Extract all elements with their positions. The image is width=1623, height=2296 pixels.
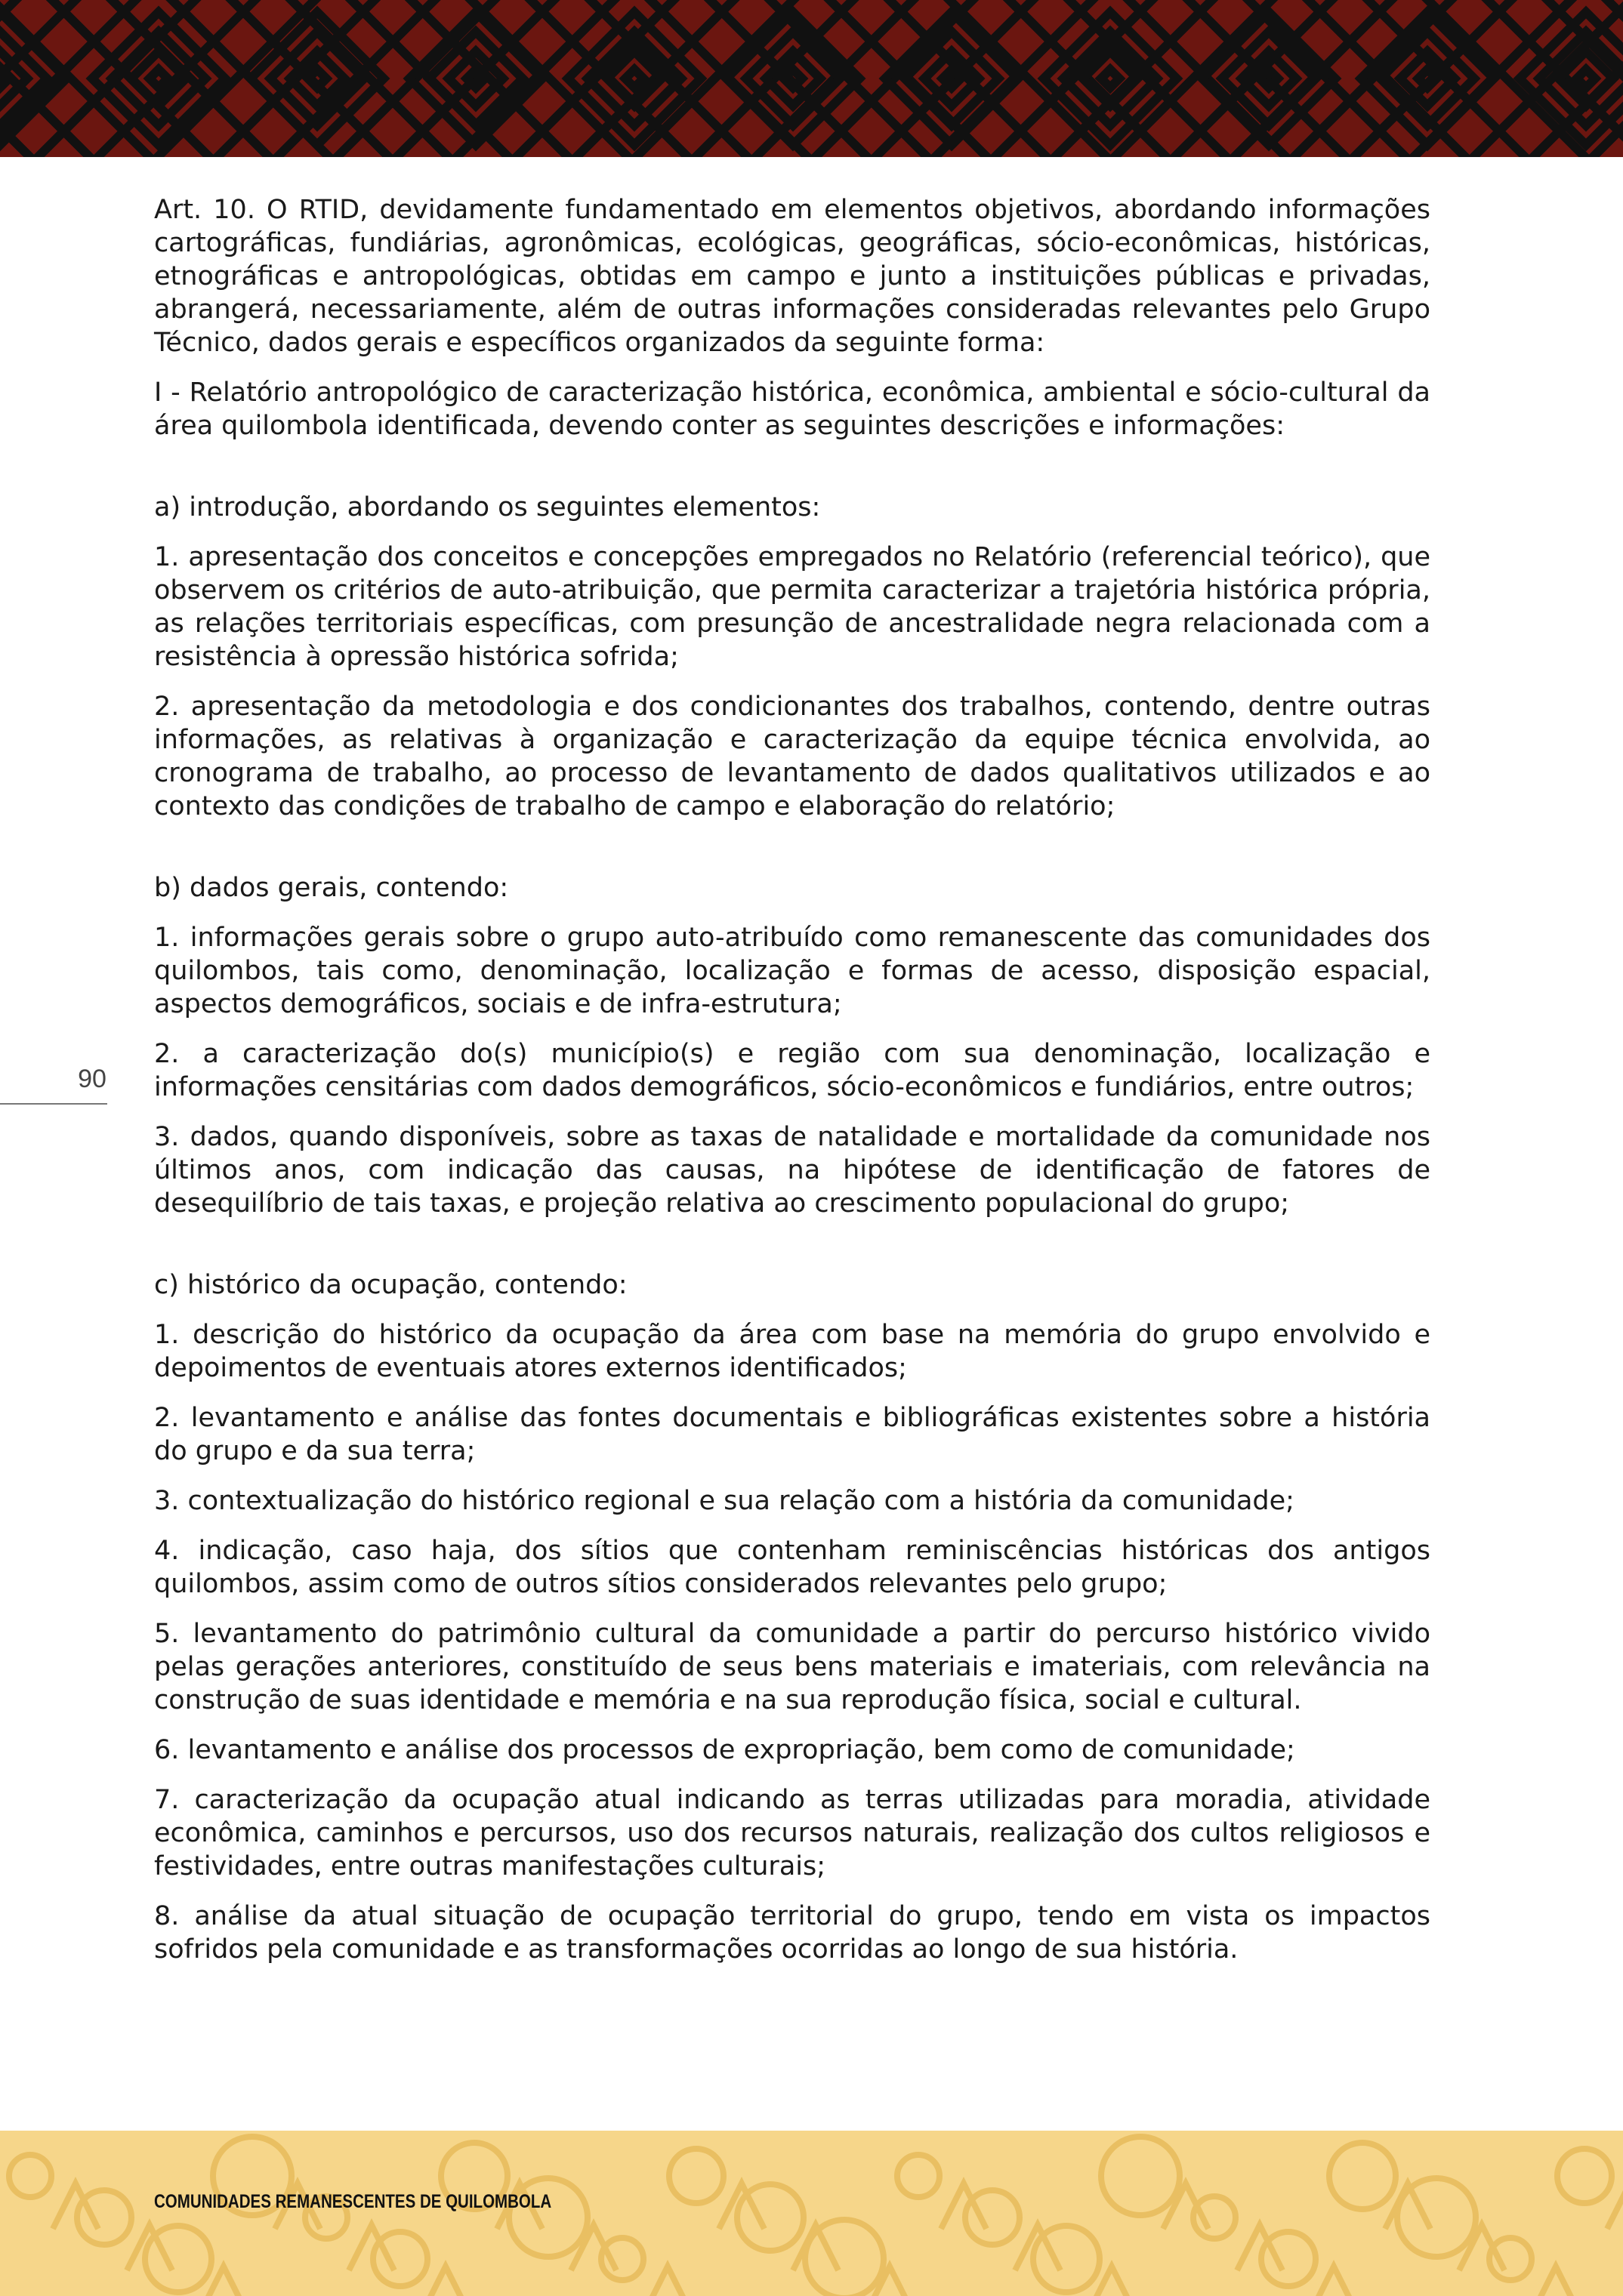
list-item: 3. dados, quando disponíveis, sobre as taxas de natalidade e mortalidade da comunidade nos últimos anos, com indicação das causas, na hipótese de identificação de fatores de desequilíbrio de tais taxas, e projeção relativa ao crescimento populacional do grupo; (154, 1122, 1430, 1219)
header-diamond (150, 69, 168, 88)
footer-glyph (9, 2155, 51, 2197)
header-diamond (290, 51, 344, 106)
header-diamond (1559, 51, 1613, 106)
list-item: 5. levantamento do patrimônio cultural da comunidade a partir do percurso histórico vivido pelas gerações anteriores, constituído de seus bens materiais e imateriais, com relevância na construção de suas identidade e memória e na sua reprodução física, social e cultural. (154, 1619, 1430, 1715)
footer-glyph (1261, 2232, 1316, 2286)
footer-glyph (897, 2155, 940, 2197)
header-diamond (467, 69, 485, 88)
header-diamond (766, 51, 820, 106)
paragraph-item-i: I - Relatório antropológico de caracterização histórica, econômica, ambiental e sócio-cultural da área quilombola identificada, devendo conter as seguintes descrições e informações: (154, 378, 1430, 441)
list-item: 1. informações gerais sobre o grupo auto-atribuído como remanescente das comunidades dos quilombos, tais como, denominação, localização e formas de acesso, disposição espacial, aspectos demográficos, sociais e de infra-estrutura; (154, 923, 1430, 1019)
list-item: 7. caracterização da ocupação atual indicando as terras utilizadas para moradia, atividade econômica, caminhos e percursos, uso dos recursos naturais, realização dos cultos religiosos e festividades, entre outras manifestações culturais; (154, 1785, 1430, 1881)
footer-glyph (737, 2184, 804, 2251)
header-diamond (1400, 51, 1455, 106)
paragraph-art-10: Art. 10. O RTID, devidamente fundamentado em elementos objetivos, abordando informações cartográficas, fundiárias, agronômicas, ecológicas, geográficas, sócio-econômicas, históricas, etnográficas e antropológicas, obtidas em campo e junto a instituições públicas e privadas, abrangerá, necessariamente, além de outras informações consideradas relevantes pelo Grupo Técnico, dados gerais e específicos organizados da seguinte forma: (154, 195, 1430, 358)
list-item: 3. contextualização do histórico regional e sua relação com a história da comunidade; (154, 1486, 1294, 1516)
footer-glyph (1557, 2149, 1612, 2203)
list-item: 1. descrição do histórico da ocupação da área com base na memória do grupo envolvido e depoimentos de eventuais atores externos identificados; (154, 1320, 1430, 1383)
footer-title: COMUNIDADES REMANESCENTES DE QUILOMBOLA (154, 2191, 552, 2212)
footer-glyph (1329, 2143, 1396, 2209)
list-item: 2. apresentação da metodologia e dos condicionantes dos trabalhos, contendo, dentre outras informações, as relativas à organização e caracterização da equipe técnica envolvida, ao cronograma de trabalho, ao processo de levantamento de dados qualitativos utilizados e ao contexto das condições de trabalho de campo e elaboração do relatório; (154, 692, 1430, 821)
header-diamond (607, 51, 662, 106)
footer-glyph (77, 2190, 131, 2245)
header-diamond (1577, 69, 1595, 88)
header-diamond (1260, 69, 1278, 88)
footer-glyph (965, 2190, 1020, 2245)
header-pattern-band (0, 0, 1623, 157)
footer-glyph (509, 2178, 588, 2257)
footer-pattern (0, 2131, 1623, 2296)
article-text (154, 193, 1430, 1983)
footer-glyph (645, 2267, 690, 2296)
header-diamond (1101, 69, 1119, 88)
list-item: 6. levantamento e análise dos processos de expropriação, bem como de comunidade; (154, 1735, 1295, 1765)
list-item: 2. a caracterização do(s) município(s) e região com sua denominação, localização e informações censitárias com dados demográficos, sócio-econômicos e fundiários, entre outros; (154, 1039, 1430, 1102)
header-diamond (924, 51, 979, 106)
header-diamond (449, 51, 503, 106)
header-diamond (625, 69, 643, 88)
section-heading-c: c) histórico da ocupação, contendo: (154, 1270, 628, 1300)
header-diamond (1242, 51, 1296, 106)
footer-glyph (145, 2226, 211, 2292)
header-diamond (784, 69, 802, 88)
header-diamond (0, 69, 9, 88)
header-diamond (1418, 69, 1436, 88)
header-diamond (308, 69, 326, 88)
footer-glyph (1101, 2137, 1180, 2215)
footer-glyph (1311, 2267, 1356, 2296)
list-item: 2. levantamento e análise das fontes documentais e bibliográficas existentes sobre a história do grupo e da sua terra; (154, 1403, 1430, 1466)
footer-glyph (423, 2267, 468, 2296)
section-heading-a: a) introdução, abordando os seguintes elementos: (154, 492, 821, 522)
footer-glyph (1533, 2267, 1578, 2296)
page-number: 90 (78, 1065, 106, 1093)
header-pattern (0, 0, 1623, 157)
list-item: 1. apresentação dos conceitos e concepções empregados no Relatório (referencial teórico), que observem os critérios de auto-atribuição, que permita caracterizar a trajetória histórica própria, as relações territoriais específicas, com presunção de ancestralidade negra relacionada com a resistência à opressão histórica sofrida; (154, 542, 1430, 672)
list-item: 4. indicação, caso haja, dos sítios que contenham reminiscências históricas dos antigos quilombos, assim como de outros sítios considerados relevantes pelo grupo; (154, 1536, 1430, 1599)
section-heading-b: b) dados gerais, contendo: (154, 873, 509, 903)
header-diamond (131, 51, 186, 106)
page-number-rule (0, 1103, 107, 1105)
footer-glyph (805, 2220, 884, 2296)
header-diamond (1083, 51, 1137, 106)
footer-glyph (373, 2232, 427, 2286)
list-item: 8. análise da atual situação de ocupação territorial do grupo, tendo em vista os impactos sofridos pela comunidade e as transformações ocorridas ao longo de sua história. (154, 1901, 1430, 1965)
footer-glyph (1397, 2178, 1476, 2257)
footer-glyph (1033, 2226, 1100, 2292)
footer-glyph (669, 2149, 724, 2203)
footer-pattern-band (0, 2131, 1623, 2296)
header-diamond (943, 69, 961, 88)
